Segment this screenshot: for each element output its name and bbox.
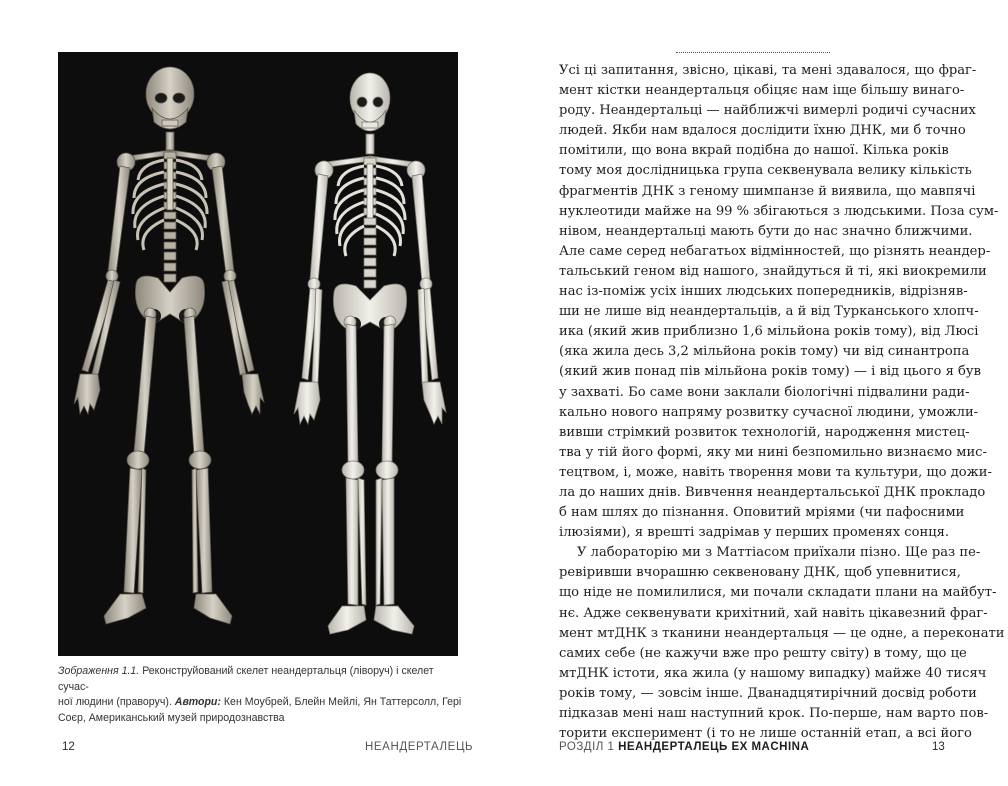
caption-line3: Соєр, Американський музей природознавства [58,711,285,724]
text-line: вивши стрімкий розвиток технологій, народження мистец- [559,424,970,440]
text-line: У лабораторію ми з Маттіасом приїхали пізно. Ще раз пе- [577,545,981,561]
text-line: нас із-поміж усіх інших людських попередників, відрізняв- [559,284,968,300]
text-line: роду. Неандертальці — найближчі вимерлі родичі сучасних [559,103,976,119]
neanderthal-skeleton [74,67,264,624]
text-line: самих себе (не кажучи вже про решту світу) в тому, що це [559,645,967,661]
running-head-right [559,741,809,753]
caption-label: Зображення 1.1. [58,665,140,677]
dotted-rule [676,46,830,53]
paragraph-1 [559,61,999,543]
text-line: тальський геном від нашого, знайдуться й ті, які виокремили [559,263,987,279]
text-line: тва у тій його формі, яку ми нині безпомильно визнаємо мис- [559,444,987,460]
text-line: нуклеотиди майже на 99 % збігаються з людськими. Поза сум- [559,203,999,219]
text-line: людей. Якби нам вдалося дослідити їхню ДНК, ми б точно [559,123,966,139]
page-number-right: 13 [932,741,945,753]
skeletons-illustration [58,52,458,656]
text-line: ілюзіями), я врешті задрімав у перших променях сонця. [559,525,950,541]
text-line: років тому, — зовсім інше. Дванадцятирічний досвід роботи [559,685,977,701]
text-line: б нам шлях до пізнання. Оповитий мріями (чи пафосними [559,505,965,521]
text-line: тецтвом, і, може, навіть творення мови та культури, що дожи- [559,464,992,480]
text-line: Усі ці запитання, звісно, цікаві, та мені здавалося, що фраг- [559,63,977,78]
running-head-title: НЕАНДЕРТАЛЕЦЬ EX MACHINA [618,741,810,753]
text-line: Але саме серед небагатьох відмінностей, що різнять неандер- [559,243,991,259]
text-line: фрагментів ДНК з геному шимпанзе й виявила, що мавпячі [559,183,976,199]
text-line: (яка жила десь 3,2 мільйона років тому) чи від синантропа [559,344,970,360]
text-line: кально нового напряму розвитку сучасної людини, уможли- [559,404,979,420]
text-line: торити експеримент (і то не лише останній етап, а всі його [559,726,972,742]
text-line: що ніде не помилилися, ми почали складати плани на майбут- [559,585,997,601]
text-line: нє. Адже секвенувати крихітний, хай навіть цікавезний фраг- [559,605,988,621]
text-line: помітили, що вона вкрай подібна до нашої. Кілька років [559,143,949,159]
running-head-chapter: РОЗДІЛ 1 [559,741,619,753]
text-line: ла до наших днів. Вивчення неандертальської ДНК прокладо [559,484,986,500]
page-number-left: 12 [62,741,75,753]
text-line: ика (який жив приблизно 1,6 мільйона років тому), від Люсі [559,324,979,340]
skeletons-photo [58,52,458,656]
running-head-left: НЕАНДЕРТАЛЕЦЬ [365,741,474,753]
authors-text: Кен Моубрей, Блейн Мейлі, Ян Таттерсолл, Гері [220,696,462,709]
text-line: мент мтДНК з тканини неандертальця — це одне, а переконати [559,625,1005,641]
text-line: мент кістки неандертальця обіцяє нам іще більшу винаго- [559,83,965,99]
authors-label: Автори: [174,696,221,709]
text-line: підказав мені наш наступний крок. По-перше, нам варто пов- [559,706,989,721]
text-line: тому моя дослідницька група секвенувала велику кількість [559,163,972,179]
text-line: ши не лише від неандертальців, а й від Турканського хлопч- [559,304,979,320]
text-line: нівом, неандертальці мають бути до нас значно ближчими. [559,223,973,239]
body-text [559,61,1005,744]
paragraph-2 [559,543,1005,744]
text-line: (який жив понад пів мільйона років тому) — і від цього я був [559,364,981,380]
caption-text: Реконструйований скелет неандертальця (ліворуч) і скелет сучас- [58,665,434,693]
text-line: мтДНК істоти, яка жила (у нашому випадку) майже 40 тисяч [559,665,987,681]
text-line: у захваті. Бо саме вони заклали біологічні підвалини ради- [559,384,970,400]
caption-line2: ної людини (праворуч). [58,696,175,709]
text-line: ревіривши вчорашню секвеновану ДНК, щоб упевнитися, [559,565,961,581]
modern-human-skeleton [294,73,446,634]
figure-caption [58,664,463,726]
